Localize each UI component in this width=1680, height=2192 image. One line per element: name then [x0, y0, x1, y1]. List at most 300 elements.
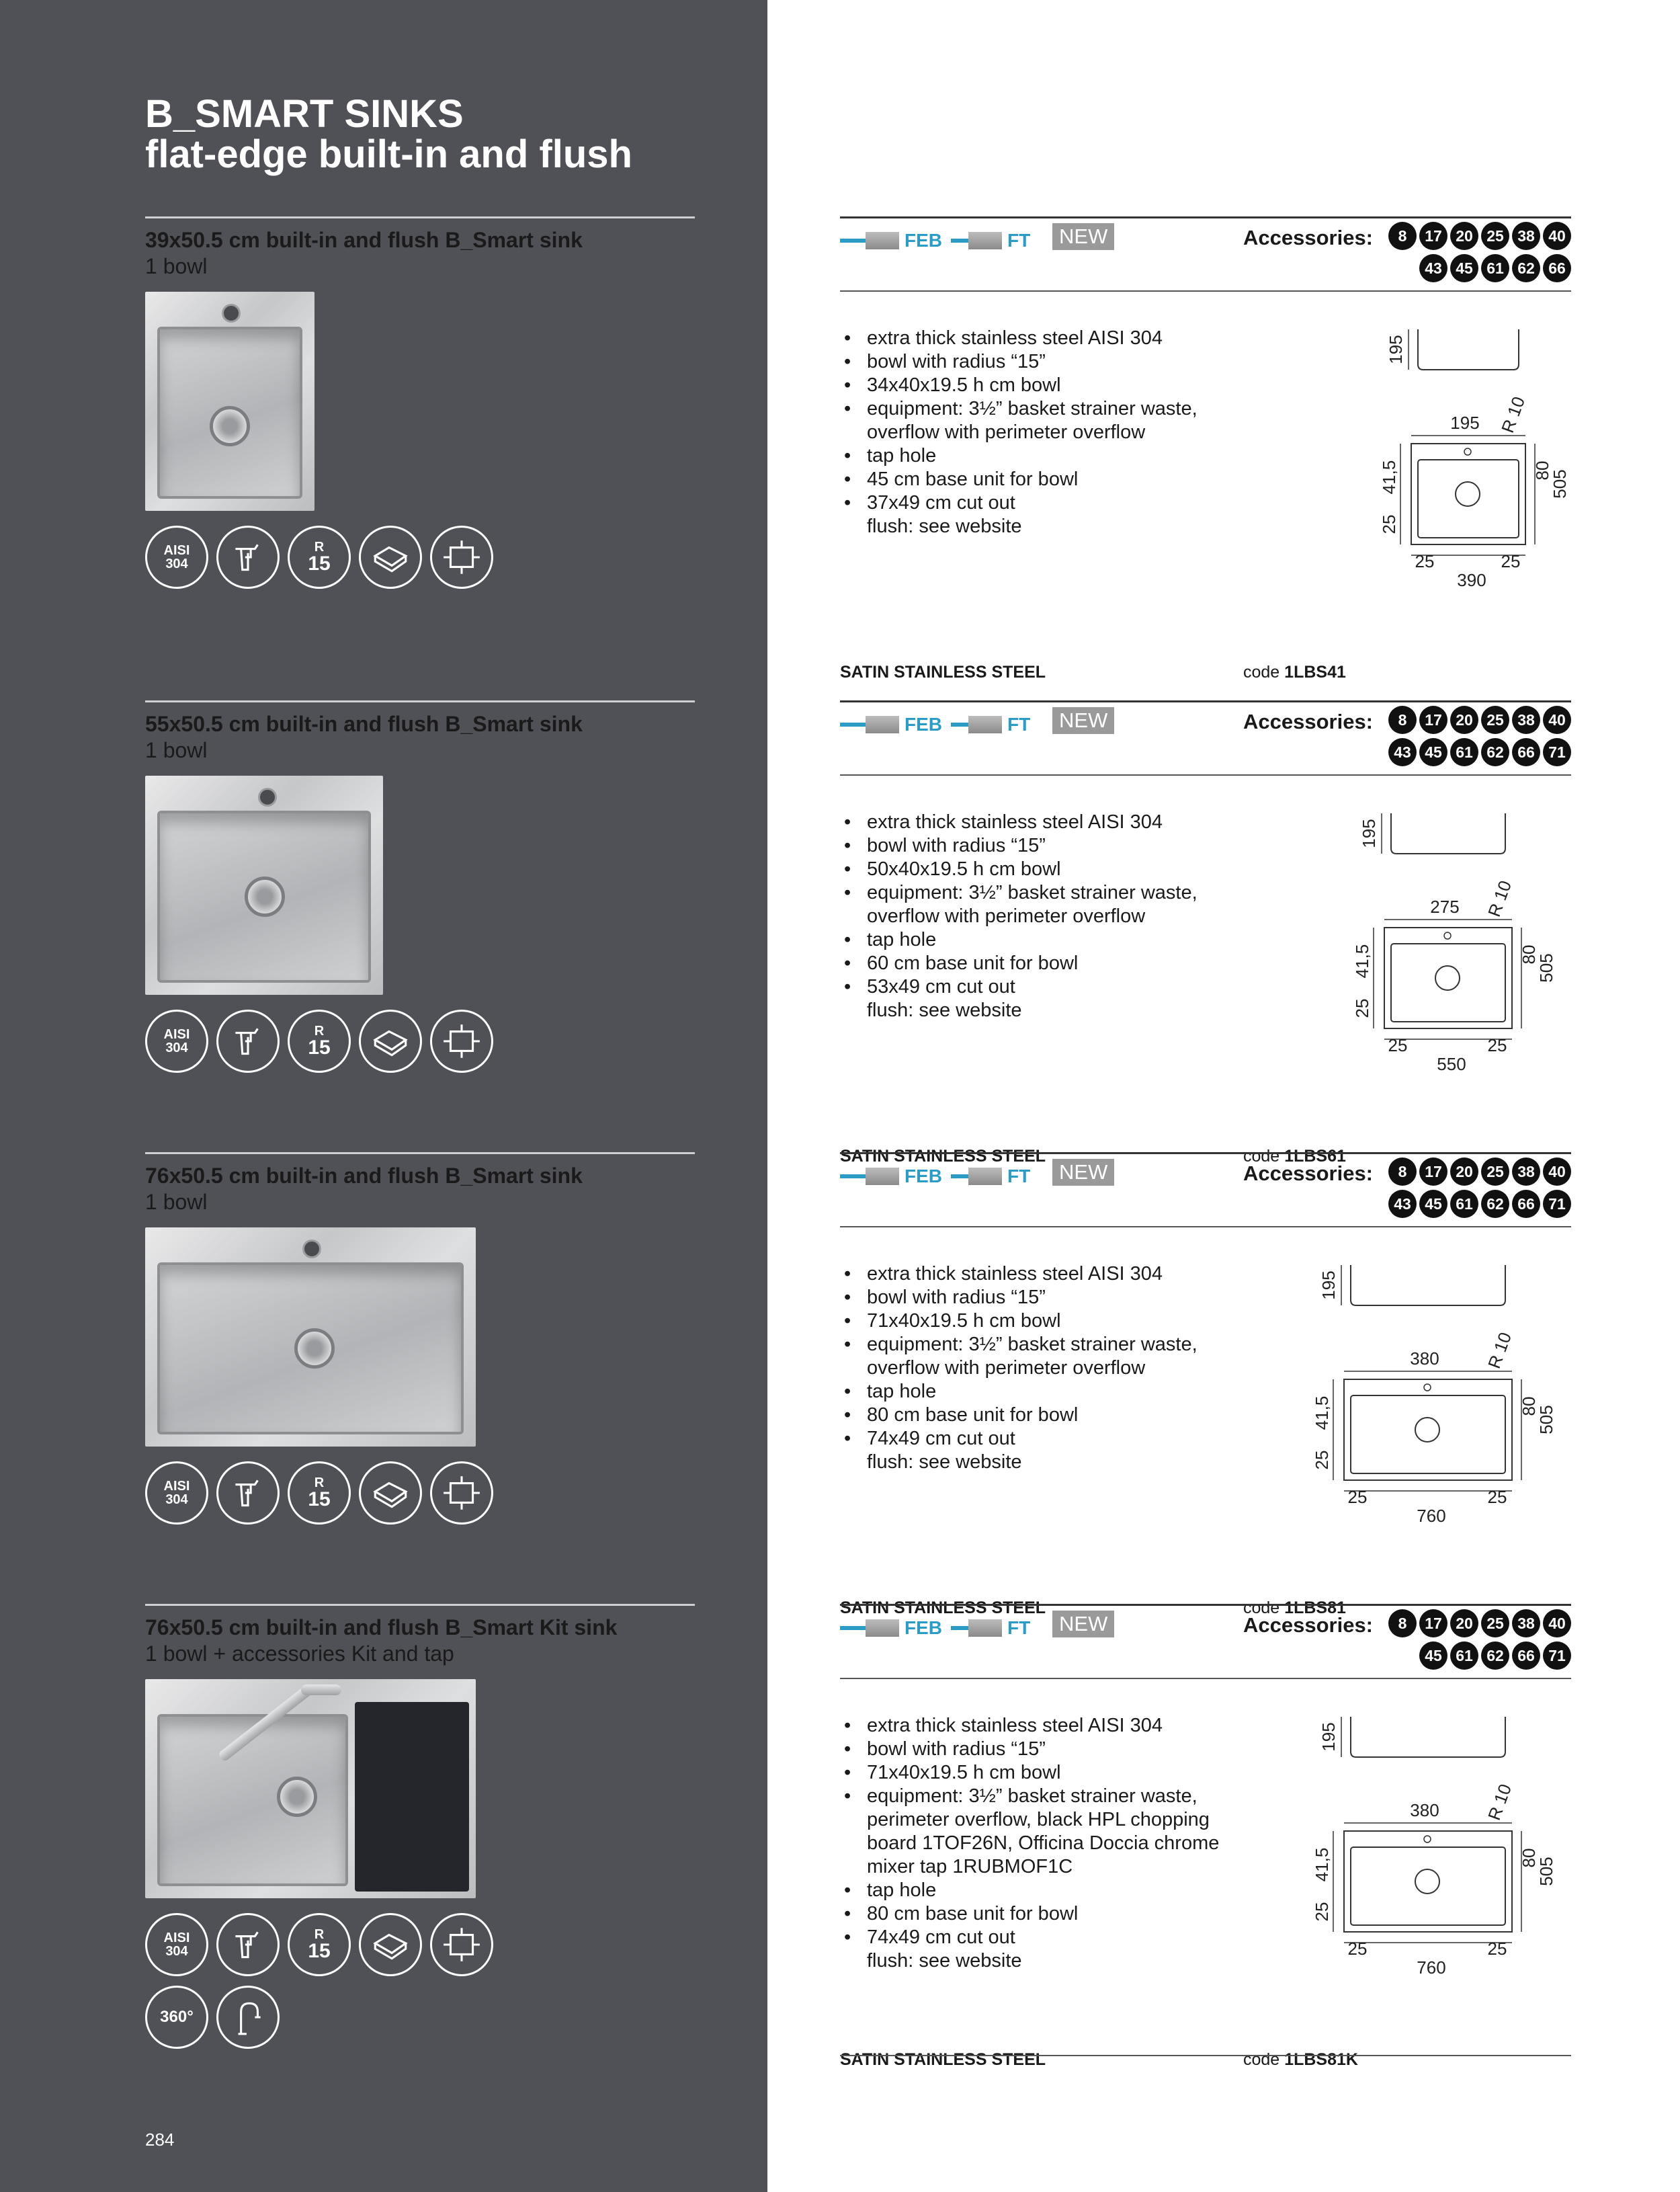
ft-label: FT [1007, 1617, 1031, 1638]
back-dim-label: 25 [1312, 1902, 1332, 1922]
top-view-waste [1435, 966, 1460, 990]
feature-item: flush: see website [867, 516, 1022, 537]
product-heading [145, 1152, 695, 1215]
ft-logo [951, 230, 1030, 251]
product-heading [145, 216, 695, 279]
accessories-label: Accessories: [1243, 710, 1374, 733]
front-dim-label: 41,5 [1312, 1847, 1332, 1882]
accessory-number[interactable]: 40 [1543, 706, 1571, 734]
dimension-drawing [1344, 323, 1586, 632]
built-in-install-icon [359, 1010, 422, 1073]
header-divider [840, 290, 1571, 292]
dimension-drawing [1277, 1258, 1556, 1568]
accessory-number[interactable]: 17 [1419, 222, 1447, 250]
right-margin-label: 25 [1487, 1487, 1507, 1507]
thickness-caliper-icon [216, 1461, 280, 1525]
flush-mount-icon [430, 1461, 493, 1525]
accessory-number[interactable]: 61 [1450, 738, 1478, 766]
end-rule [840, 2055, 1571, 2056]
accessory-number[interactable]: 17 [1419, 1609, 1447, 1637]
right-margin-label: 25 [1487, 1939, 1507, 1959]
product-photo [145, 776, 383, 995]
accessory-number[interactable]: 8 [1388, 1609, 1417, 1637]
feature-icons [145, 526, 493, 589]
total-height-label: 505 [1536, 953, 1556, 983]
finish-label: SATIN STAINLESS STEEL [840, 1147, 1046, 1166]
side-view [1351, 1717, 1505, 1757]
top-view-taphole [1424, 1384, 1431, 1391]
rotation-text: 360° [160, 2008, 194, 2026]
feature-item: overflow with perimeter overflow [867, 905, 1146, 927]
aisi-text: AISI [163, 1931, 190, 1945]
new-badge: NEW [1052, 223, 1114, 250]
height-dim-label: 80 [1519, 1848, 1539, 1868]
top-view-taphole [1424, 1836, 1431, 1842]
feb-block [866, 232, 899, 249]
code-prefix: code [1243, 1598, 1280, 1617]
feb-logo [840, 714, 942, 735]
accessory-number[interactable]: 40 [1543, 1158, 1571, 1186]
feature-item: • bowl with radius “15” [867, 350, 1270, 374]
code-prefix: code [1243, 1147, 1280, 1166]
radius-15-icon [288, 1010, 351, 1073]
accessory-number[interactable]: 8 [1388, 1158, 1417, 1186]
ft-label: FT [1007, 714, 1031, 735]
accessory-number[interactable]: 8 [1388, 706, 1417, 734]
accessories-row-1 [1388, 1158, 1571, 1186]
accessories-row-2 [1419, 1641, 1571, 1670]
product-header [840, 1158, 1571, 1213]
feature-item: mixer tap 1RUBMOF1C [867, 1856, 1073, 1877]
radius-label: R 10 [1484, 1781, 1516, 1823]
ft-block [968, 1619, 1002, 1637]
page-number: 284 [145, 2129, 175, 2150]
depth-dim-label: 195 [1386, 335, 1406, 364]
accessory-number[interactable]: 40 [1543, 222, 1571, 250]
aisi-number: 304 [165, 1492, 188, 1507]
accessory-number[interactable]: 71 [1543, 738, 1571, 766]
aisi-text: AISI [163, 1027, 190, 1042]
accessories-row-1 [1388, 1609, 1571, 1637]
ft-block [968, 232, 1002, 249]
radius-label: R 10 [1497, 393, 1529, 436]
product-header [840, 706, 1571, 761]
page-title [145, 94, 632, 175]
feature-item: • 34x40x19.5 h cm bowl [867, 374, 1270, 397]
feature-item: • bowl with radius “15” [867, 834, 1270, 858]
aisi-text: AISI [163, 1479, 190, 1494]
inner-dim-label: 275 [1430, 897, 1460, 917]
radius-letter: R [314, 540, 325, 555]
dimension-drawing [1317, 807, 1559, 1116]
ft-bar [951, 239, 970, 243]
accessories-row-1 [1388, 706, 1571, 734]
depth-dim-label: 195 [1318, 1722, 1339, 1752]
accessory-number[interactable]: 45 [1419, 1641, 1447, 1670]
left-margin-label: 25 [1415, 551, 1435, 571]
ft-logo [951, 1617, 1030, 1639]
code-value: 1LBS41 [1284, 663, 1346, 682]
height-dim-label: 80 [1519, 944, 1539, 965]
radius-letter: R [314, 1475, 325, 1490]
feb-bar [840, 723, 867, 727]
total-height-label: 505 [1536, 1857, 1556, 1886]
inner-dim-label: 195 [1450, 413, 1480, 433]
accessory-number[interactable]: 66 [1512, 738, 1540, 766]
feature-item: flush: see website [867, 1451, 1022, 1473]
accessories-row-2 [1388, 738, 1571, 766]
finish-label: SATIN STAINLESS STEEL [840, 2050, 1046, 2069]
back-dim-label: 25 [1312, 1450, 1332, 1470]
feature-item: • tap hole [867, 444, 1270, 468]
width-dim-label: 760 [1417, 1506, 1446, 1526]
feature-item: • 71x40x19.5 h cm bowl [867, 1761, 1270, 1785]
product-header [840, 1609, 1571, 1664]
left-margin-label: 25 [1388, 1035, 1408, 1055]
section-rule-right [840, 1152, 1571, 1154]
product-heading [145, 700, 695, 763]
aisi-304-icon [145, 1010, 208, 1073]
total-height-label: 505 [1536, 1405, 1556, 1434]
accessory-number[interactable]: 66 [1512, 1641, 1540, 1670]
aisi-304-icon [145, 1913, 208, 1976]
feature-list [840, 327, 1270, 538]
feature-item: • 80 cm base unit for bowl [867, 1404, 1270, 1427]
accessory-number[interactable]: 61 [1450, 1190, 1478, 1218]
new-badge: NEW [1052, 1159, 1114, 1186]
feb-block [866, 1619, 899, 1637]
feature-item: • bowl with radius “15” [867, 1286, 1270, 1309]
accessory-number[interactable]: 20 [1450, 1609, 1478, 1637]
ft-block [968, 1168, 1002, 1185]
kit-icons [145, 1986, 280, 2049]
dimension-drawing [1277, 1710, 1556, 2019]
feature-item: • extra thick stainless steel AISI 304 [867, 327, 1270, 350]
product-photo [145, 1679, 476, 1898]
feature-item: • tap hole [867, 1879, 1270, 1902]
top-view-bowl [1418, 460, 1519, 538]
front-dim-label: 41,5 [1352, 944, 1372, 979]
accessory-number[interactable]: 20 [1450, 1158, 1478, 1186]
finish-label: SATIN STAINLESS STEEL [840, 1598, 1046, 1617]
top-view-bowl [1391, 944, 1505, 1022]
accessories-row-2 [1419, 254, 1571, 282]
radius-letter: R [314, 1927, 325, 1942]
accessory-number[interactable]: 45 [1450, 254, 1478, 282]
drain-waste [294, 1328, 335, 1369]
title-line-1: B_SMART SINKS [145, 92, 464, 136]
feature-item: • bowl with radius “15” [867, 1738, 1270, 1761]
ft-bar [951, 1626, 970, 1630]
product-code [1243, 2050, 1358, 2070]
aisi-number: 304 [165, 557, 188, 571]
accessory-number[interactable]: 61 [1450, 1641, 1478, 1670]
accessory-number[interactable]: 38 [1512, 222, 1540, 250]
feature-item: • 74x49 cm cut out [867, 1926, 1270, 1949]
accessory-number[interactable]: 43 [1388, 1190, 1417, 1218]
feature-item: • equipment: 3½” basket strainer waste, [867, 881, 1270, 905]
ft-logo [951, 1166, 1030, 1187]
header-divider [840, 1226, 1571, 1227]
product-name: 39x50.5 cm built-in and flush B_Smart sink [145, 228, 583, 252]
feature-item: flush: see website [867, 1950, 1022, 1972]
code-prefix: code [1243, 2050, 1280, 2069]
flush-mount-icon [430, 526, 493, 589]
feature-list [840, 1262, 1270, 1474]
top-view-outline [1344, 1379, 1512, 1480]
left-margin-label: 25 [1347, 1939, 1368, 1959]
feb-bar [840, 1626, 867, 1630]
product-subtitle: 1 bowl [145, 254, 208, 278]
feature-item: • 71x40x19.5 h cm bowl [867, 1309, 1270, 1333]
feb-label: FEB [905, 714, 942, 735]
accessory-number[interactable]: 66 [1543, 254, 1571, 282]
total-height-label: 505 [1550, 469, 1570, 499]
feature-item: flush: see website [867, 1000, 1022, 1021]
radius-value: 15 [308, 1037, 331, 1059]
feb-bar [840, 239, 867, 243]
radius-15-icon [288, 526, 351, 589]
radius-letter: R [314, 1024, 325, 1039]
tap-hole [302, 1240, 321, 1258]
accessory-number[interactable]: 43 [1388, 738, 1417, 766]
feb-label: FEB [905, 1617, 942, 1638]
accessory-number[interactable]: 8 [1388, 222, 1417, 250]
accessory-number[interactable]: 38 [1512, 1158, 1540, 1186]
feb-block [866, 716, 899, 733]
feb-logo [840, 230, 942, 251]
feb-bar [840, 1174, 867, 1178]
drain-waste [277, 1777, 317, 1817]
depth-dim-label: 195 [1318, 1270, 1339, 1300]
feature-icons [145, 1010, 493, 1073]
width-dim-label: 390 [1457, 570, 1486, 590]
mixer-tap-icon [216, 1986, 280, 2049]
section-rule-right [840, 1604, 1571, 1606]
depth-dim-label: 195 [1359, 819, 1379, 848]
aisi-304-icon [145, 1461, 208, 1525]
left-margin-label: 25 [1347, 1487, 1368, 1507]
section-rule [145, 700, 695, 702]
product-subtitle: 1 bowl [145, 1190, 208, 1214]
ft-bar [951, 1174, 970, 1178]
accessory-number[interactable]: 20 [1450, 706, 1478, 734]
feature-item: • 80 cm base unit for bowl [867, 1902, 1270, 1926]
thickness-caliper-icon [216, 526, 280, 589]
section-rule-right [840, 700, 1571, 702]
mixer-tap-base [301, 1684, 341, 1695]
radius-label: R 10 [1484, 877, 1516, 920]
side-view [1418, 329, 1519, 370]
drain-waste [210, 406, 250, 446]
top-view-taphole [1464, 448, 1471, 455]
ft-bar [951, 723, 970, 727]
product-name: 76x50.5 cm built-in and flush B_Smart sink [145, 1164, 583, 1188]
ft-logo [951, 714, 1030, 735]
accessory-number[interactable]: 45 [1419, 738, 1447, 766]
flush-mount-icon [430, 1913, 493, 1976]
feature-item: • extra thick stainless steel AISI 304 [867, 811, 1270, 834]
accessories-row-2 [1388, 1190, 1571, 1218]
aisi-text: AISI [163, 543, 190, 558]
width-dim-label: 760 [1417, 1957, 1446, 1978]
inner-dim-label: 380 [1410, 1348, 1439, 1369]
radius-label: R 10 [1484, 1329, 1516, 1371]
feb-block [866, 1168, 899, 1185]
feature-item: • tap hole [867, 928, 1270, 952]
radius-value: 15 [308, 553, 331, 575]
accessory-number[interactable]: 17 [1419, 706, 1447, 734]
feature-icons [145, 1461, 493, 1525]
height-dim-label: 80 [1532, 460, 1552, 481]
ft-label: FT [1007, 1166, 1031, 1186]
tap-hole [258, 788, 277, 807]
accessory-number[interactable]: 20 [1450, 222, 1478, 250]
ft-label: FT [1007, 230, 1031, 251]
feb-logo [840, 1166, 942, 1187]
section-rule [145, 216, 695, 218]
drain-waste [245, 877, 285, 917]
product-heading [145, 1604, 695, 1666]
code-value: 1LBS61 [1284, 1147, 1346, 1166]
accessories-label: Accessories: [1243, 226, 1374, 249]
feature-item: • 50x40x19.5 h cm bowl [867, 858, 1270, 881]
thickness-caliper-icon [216, 1010, 280, 1073]
feature-list [840, 1714, 1270, 1973]
top-view-bowl [1351, 1847, 1505, 1925]
product-subtitle: 1 bowl + accessories Kit and tap [145, 1641, 454, 1666]
accessory-number[interactable]: 66 [1512, 1190, 1540, 1218]
chopping-board [355, 1702, 469, 1892]
feature-item: board 1TOF26N, Officina Doccia chrome [867, 1832, 1220, 1854]
radius-value: 15 [308, 1940, 331, 1962]
accessory-number[interactable]: 62 [1512, 254, 1540, 282]
top-view-taphole [1444, 932, 1451, 939]
feature-item: • tap hole [867, 1380, 1270, 1404]
feature-item: • extra thick stainless steel AISI 304 [867, 1262, 1270, 1286]
finish-label: SATIN STAINLESS STEEL [840, 663, 1046, 682]
product-photo [145, 292, 314, 511]
accessory-number[interactable]: 17 [1419, 1158, 1447, 1186]
feature-item: overflow with perimeter overflow [867, 421, 1146, 443]
feature-item: • 60 cm base unit for bowl [867, 952, 1270, 975]
built-in-install-icon [359, 1913, 422, 1976]
radius-15-icon [288, 1461, 351, 1525]
product-photo [145, 1227, 476, 1447]
radius-15-icon [288, 1913, 351, 1976]
accessory-number[interactable]: 45 [1419, 1190, 1447, 1218]
front-dim-label: 41,5 [1379, 460, 1399, 495]
back-dim-label: 25 [1379, 514, 1399, 534]
width-dim-label: 550 [1437, 1054, 1466, 1074]
built-in-install-icon [359, 1461, 422, 1525]
feature-item: • equipment: 3½” basket strainer waste, [867, 1785, 1270, 1808]
accessory-number[interactable]: 25 [1481, 706, 1509, 734]
ft-block [968, 716, 1002, 733]
top-view-waste [1415, 1418, 1439, 1442]
feature-list [840, 811, 1270, 1022]
top-view-outline [1384, 928, 1512, 1028]
feature-item: • 45 cm base unit for bowl [867, 468, 1270, 491]
accessory-number[interactable]: 25 [1481, 1609, 1509, 1637]
feb-label: FEB [905, 230, 942, 251]
accessory-number[interactable]: 62 [1481, 1641, 1509, 1670]
thickness-caliper-icon [216, 1913, 280, 1976]
accessory-number[interactable]: 71 [1543, 1641, 1571, 1670]
radius-value: 15 [308, 1488, 331, 1510]
product-subtitle: 1 bowl [145, 738, 208, 762]
accessory-number[interactable]: 40 [1543, 1609, 1571, 1637]
title-line-2: flat-edge built-in and flush [145, 132, 632, 176]
code-prefix: code [1243, 663, 1280, 682]
new-badge: NEW [1052, 1611, 1114, 1637]
new-badge: NEW [1052, 707, 1114, 734]
accessory-number[interactable]: 62 [1481, 738, 1509, 766]
feature-item: • extra thick stainless steel AISI 304 [867, 1714, 1270, 1738]
accessory-number[interactable]: 38 [1512, 1609, 1540, 1637]
product-code [1243, 663, 1346, 682]
feb-label: FEB [905, 1166, 942, 1186]
side-view [1351, 1265, 1505, 1305]
code-value: 1LBS81 [1284, 1598, 1346, 1617]
feature-icons [145, 1913, 493, 1976]
feature-item: • 74x49 cm cut out [867, 1427, 1270, 1451]
accessory-number[interactable]: 61 [1481, 254, 1509, 282]
feature-item: overflow with perimeter overflow [867, 1357, 1146, 1379]
top-view-outline [1411, 444, 1525, 544]
tap-hole [222, 304, 241, 323]
accessory-number[interactable]: 25 [1481, 222, 1509, 250]
built-in-install-icon [359, 526, 422, 589]
rotation-360-icon [145, 1986, 208, 2049]
accessory-number[interactable]: 43 [1419, 254, 1447, 282]
back-dim-label: 25 [1352, 998, 1372, 1018]
accessory-number[interactable]: 62 [1481, 1190, 1509, 1218]
accessories-row-1 [1388, 222, 1571, 250]
top-view-waste [1415, 1869, 1439, 1894]
right-margin-label: 25 [1501, 551, 1521, 571]
accessory-number[interactable]: 25 [1481, 1158, 1509, 1186]
product-name: 76x50.5 cm built-in and flush B_Smart Kit sink [145, 1615, 618, 1639]
header-divider [840, 1678, 1571, 1679]
height-dim-label: 80 [1519, 1396, 1539, 1416]
product-name: 55x50.5 cm built-in and flush B_Smart sink [145, 712, 583, 736]
header-divider [840, 774, 1571, 776]
feature-item: • 37x49 cm cut out [867, 491, 1270, 515]
flush-mount-icon [430, 1010, 493, 1073]
aisi-number: 304 [165, 1944, 188, 1959]
feb-logo [840, 1617, 942, 1639]
section-rule [145, 1604, 695, 1606]
accessories-label: Accessories: [1243, 1613, 1374, 1637]
top-view-bowl [1351, 1395, 1505, 1473]
section-rule [145, 1152, 695, 1154]
section-rule-right [840, 216, 1571, 218]
accessory-number[interactable]: 71 [1543, 1190, 1571, 1218]
accessory-number[interactable]: 38 [1512, 706, 1540, 734]
front-dim-label: 41,5 [1312, 1395, 1332, 1430]
aisi-number: 304 [165, 1041, 188, 1055]
code-value: 1LBS81K [1284, 2050, 1358, 2069]
aisi-304-icon [145, 526, 208, 589]
accessories-label: Accessories: [1243, 1162, 1374, 1185]
feature-item: perimeter overflow, black HPL chopping [867, 1809, 1210, 1830]
feature-item: • equipment: 3½” basket strainer waste, [867, 1333, 1270, 1356]
feature-item: • equipment: 3½” basket strainer waste, [867, 397, 1270, 421]
side-view [1391, 813, 1505, 854]
top-view-outline [1344, 1831, 1512, 1932]
right-margin-label: 25 [1487, 1035, 1507, 1055]
